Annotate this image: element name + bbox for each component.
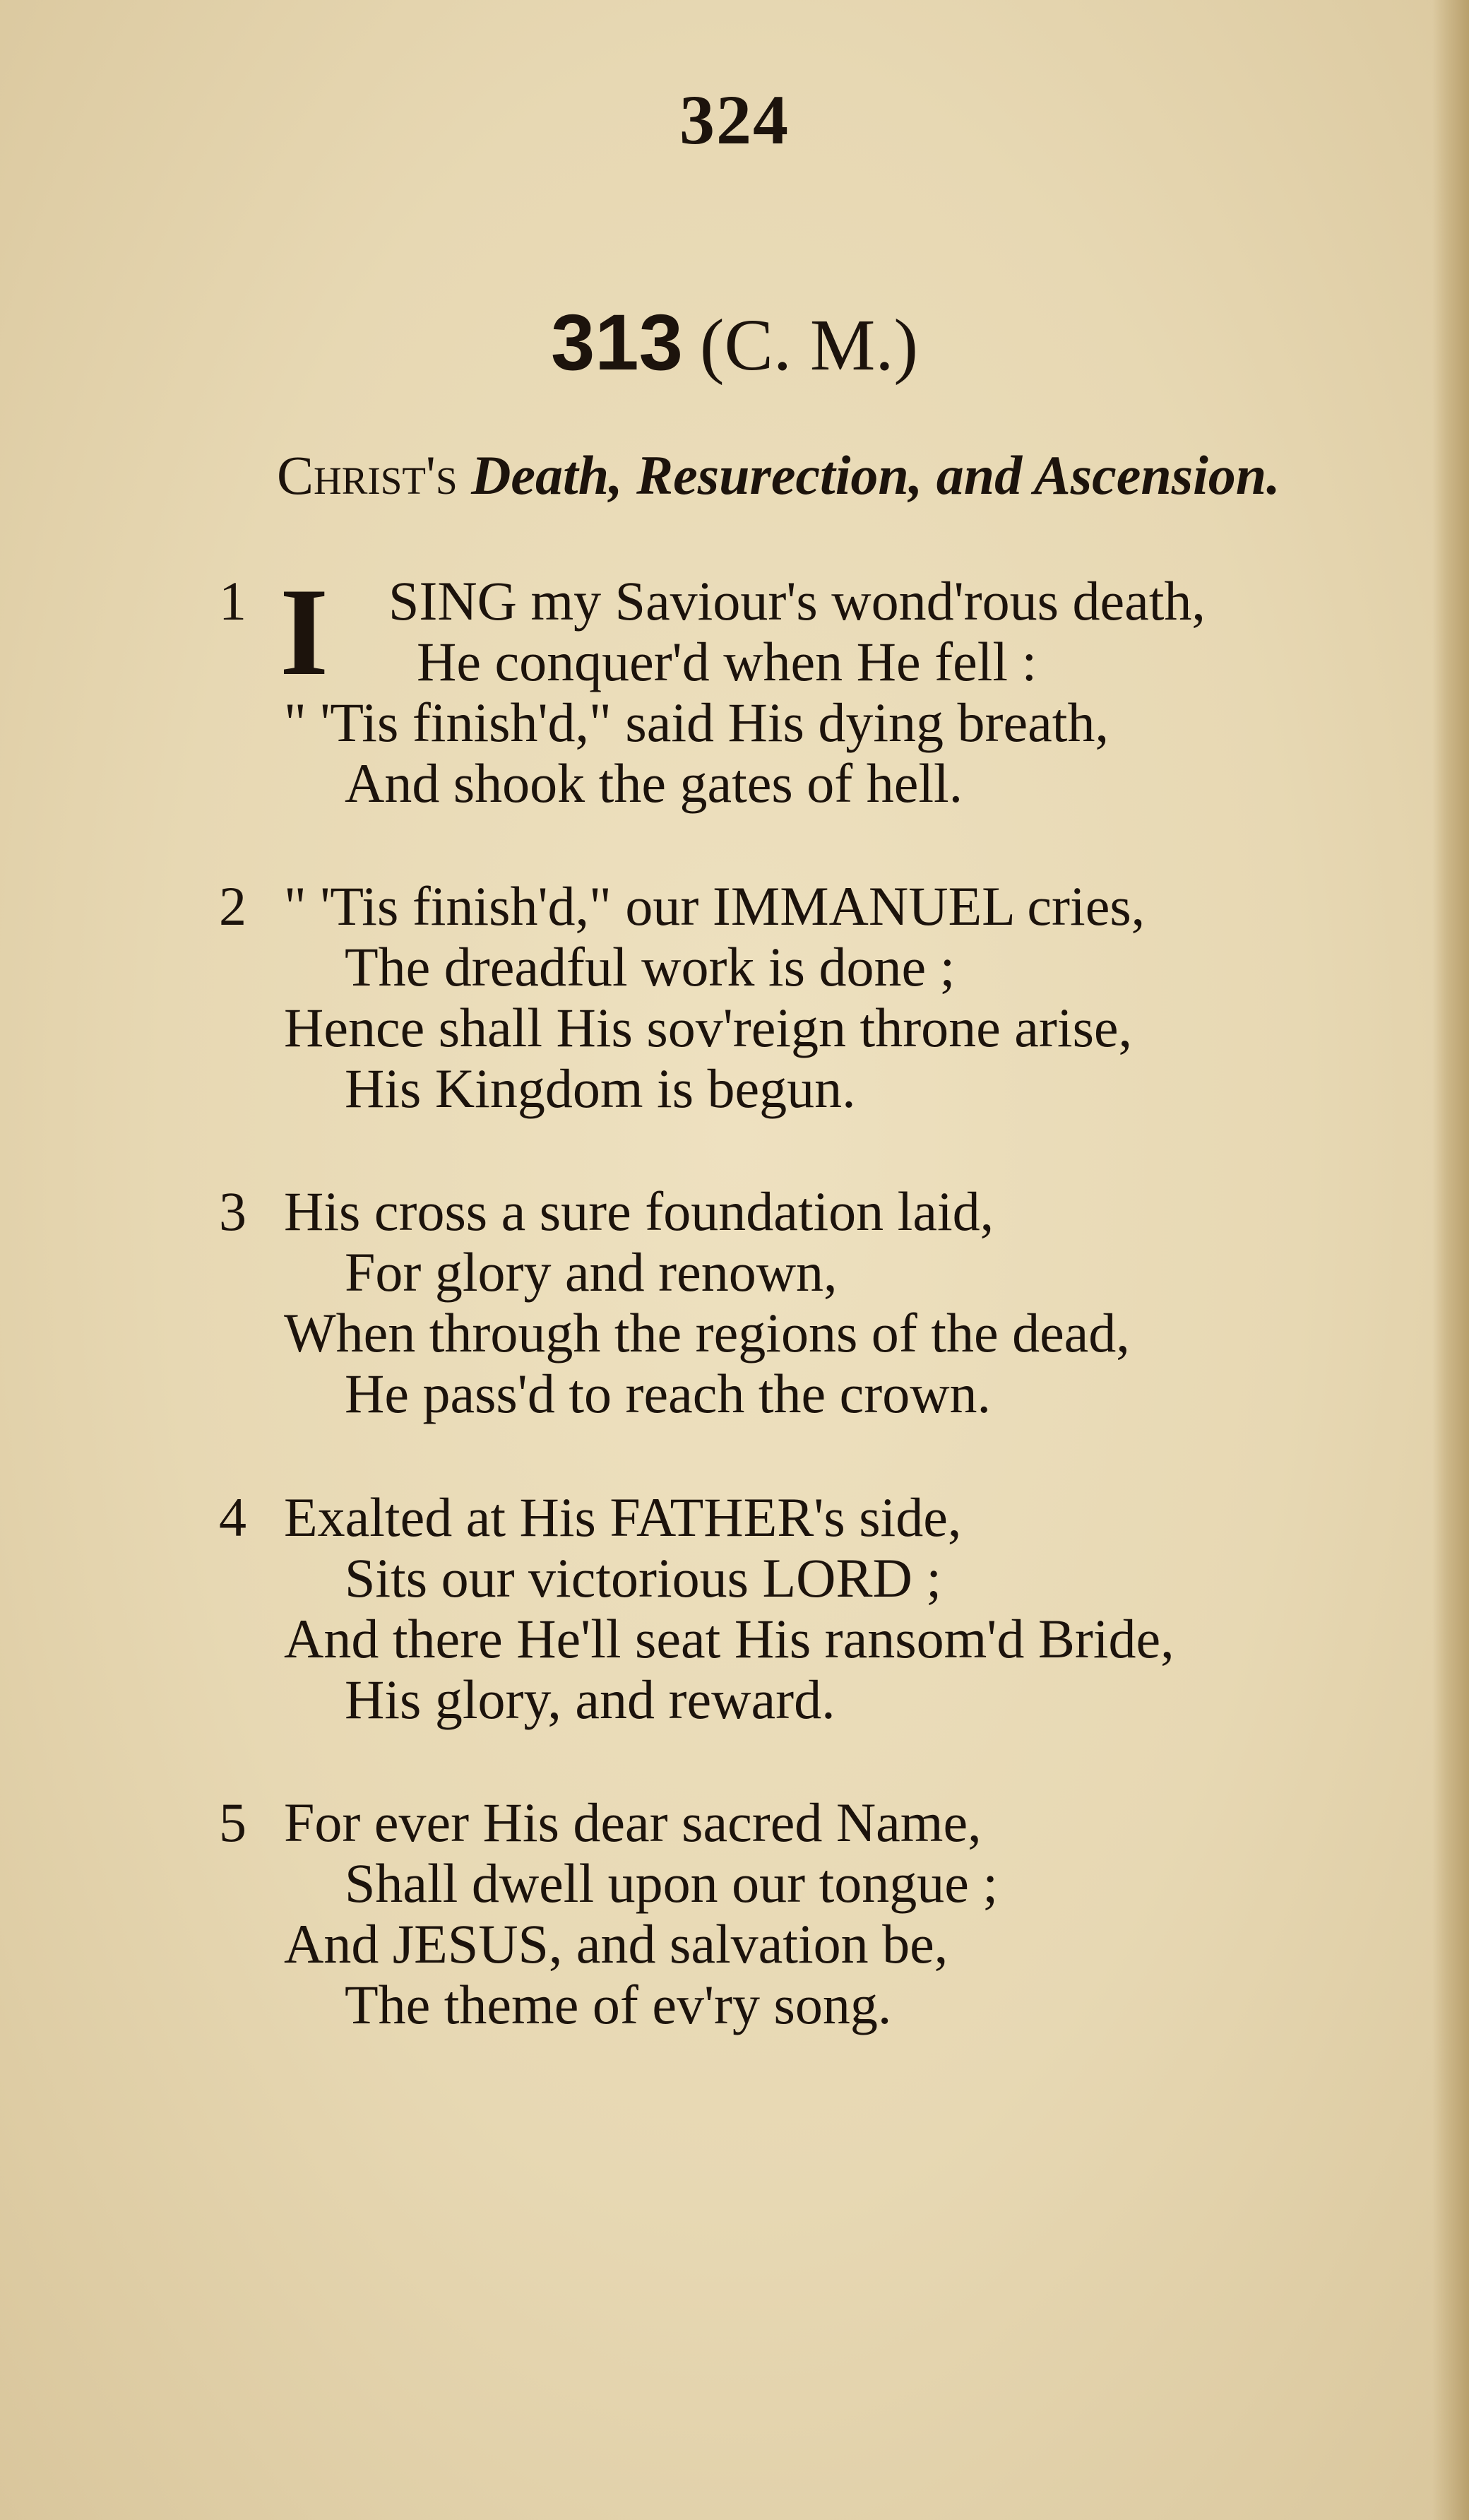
line-text: His Kingdom is begun. <box>345 1058 856 1119</box>
line-text: The dreadful work is done ; <box>345 936 956 998</box>
stanza-number: 5 <box>219 1792 246 1853</box>
line-text: And there He'll seat His ransom'd Bride, <box>284 1608 1174 1669</box>
hymn-meter: (C. M.) <box>699 304 918 386</box>
line-text: For glory and renown, <box>345 1241 838 1303</box>
stanza-number: 4 <box>219 1486 246 1548</box>
hymn-subtitle <box>277 444 1280 507</box>
line-text: Shall dwell upon our tongue ; <box>345 1852 999 1914</box>
subtitle-prefix: Christ's <box>277 444 458 506</box>
line-text: And shook the gates of hell. <box>345 752 963 814</box>
line-text: The theme of ev'ry song. <box>345 1974 892 2035</box>
line-text: When through the regions of the dead, <box>284 1302 1130 1363</box>
line-text: " 'Tis finish'd," said His dying breath, <box>284 692 1109 753</box>
page-number: 324 <box>679 81 790 159</box>
line-text: And JESUS, and salvation be, <box>284 1913 948 1975</box>
stanza-number: 1 <box>219 570 246 632</box>
subtitle-title: Death, Resurection, and Ascension. <box>471 444 1280 506</box>
line-text: Sits our victorious LORD ; <box>345 1547 942 1609</box>
line-text: He pass'd to reach the crown. <box>345 1363 992 1424</box>
stanza-number: 2 <box>219 875 246 937</box>
line-text: Exalted at His FATHER's side, <box>284 1486 962 1548</box>
line-text: His glory, and reward. <box>345 1669 835 1730</box>
line-text: " 'Tis finish'd," our IMMANUEL cries, <box>284 875 1146 937</box>
line-text: Hence shall His sov'reign throne arise, <box>284 997 1133 1058</box>
hymn-heading <box>0 297 1469 388</box>
line-text: His cross a sure foundation laid, <box>284 1181 994 1242</box>
hymn-number: 313 <box>551 298 683 386</box>
line-text: SING my Saviour's wond'rous death, <box>388 570 1206 632</box>
drop-cap: I <box>280 562 329 702</box>
line-text: For ever His dear sacred Name, <box>284 1792 982 1853</box>
stanza-number: 3 <box>219 1181 246 1242</box>
line-text: He conquer'd when He fell : <box>417 631 1037 692</box>
